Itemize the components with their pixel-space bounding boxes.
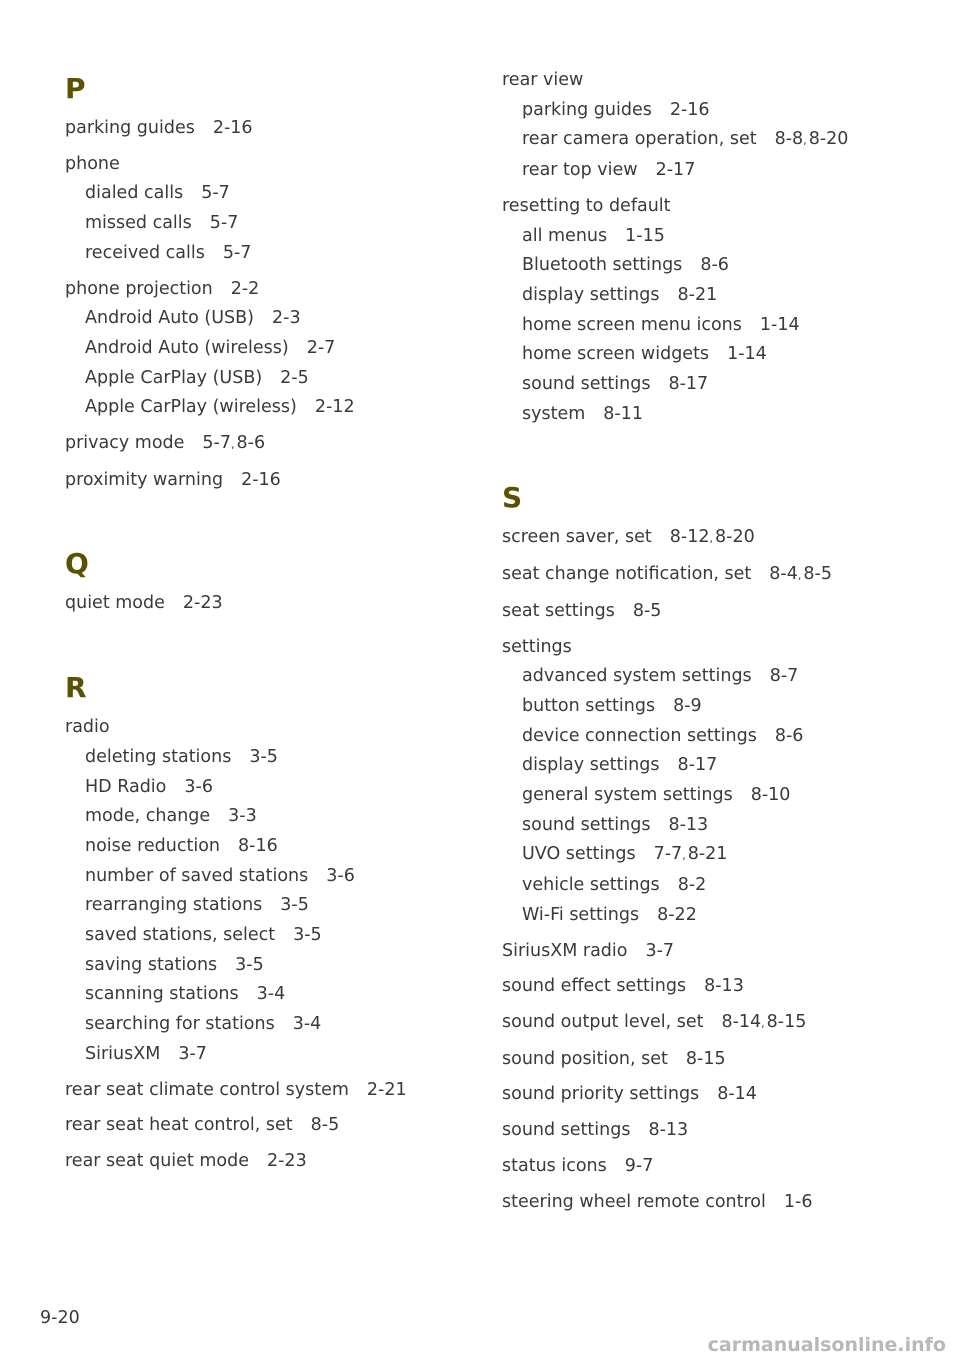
section-letter: Q bbox=[65, 547, 89, 581]
index-term: missed calls bbox=[85, 213, 192, 234]
index-subentry bbox=[502, 340, 922, 370]
index-term: status icons bbox=[502, 1155, 607, 1176]
index-entry bbox=[502, 937, 922, 967]
index-term-line bbox=[65, 1111, 465, 1141]
page-reference: 8-14 bbox=[717, 1084, 757, 1105]
page-reference: 2-17 bbox=[655, 160, 696, 181]
index-entry bbox=[65, 114, 465, 144]
index-subentry bbox=[502, 811, 922, 841]
page-reference: 8-13 bbox=[648, 1120, 689, 1141]
index-term: rear top view bbox=[522, 160, 638, 181]
index-entry bbox=[65, 1076, 465, 1106]
section-spacer bbox=[502, 435, 922, 475]
index-term-line bbox=[502, 1152, 922, 1182]
index-subentry bbox=[502, 125, 922, 156]
index-entry bbox=[502, 560, 922, 591]
index-term: privacy mode bbox=[65, 433, 185, 454]
page-reference: 3-6 bbox=[184, 776, 213, 797]
index-entry bbox=[502, 1080, 922, 1110]
index-subentry bbox=[502, 840, 922, 871]
index-column-left bbox=[65, 66, 465, 1183]
index-subentry bbox=[502, 751, 922, 781]
index-term: Wi-Fi settings bbox=[522, 904, 640, 925]
page-reference: 8-13 bbox=[668, 814, 709, 835]
index-entry bbox=[65, 275, 465, 424]
index-term-line bbox=[502, 1008, 922, 1039]
page-separator: , bbox=[709, 532, 713, 546]
page-reference: 3-4 bbox=[292, 1014, 322, 1035]
page-reference: 8-21 bbox=[687, 844, 728, 865]
index-term: steering wheel remote control bbox=[502, 1191, 766, 1212]
index-subentry bbox=[502, 400, 922, 430]
index-term: phone bbox=[65, 153, 120, 174]
index-term-line bbox=[502, 1045, 922, 1075]
page-reference: 1-14 bbox=[727, 344, 767, 365]
section-letter: R bbox=[65, 671, 87, 705]
index-term: resetting to default bbox=[502, 195, 671, 216]
index-term: Apple CarPlay (wireless) bbox=[85, 397, 297, 418]
page-reference: 8-20 bbox=[808, 129, 849, 150]
section-letter: S bbox=[502, 481, 523, 515]
page-reference: 8-10 bbox=[750, 785, 791, 806]
index-term-line bbox=[65, 150, 465, 180]
index-entry bbox=[65, 1147, 465, 1177]
index-term-line bbox=[502, 1116, 922, 1146]
page-reference: 8-17 bbox=[677, 755, 718, 776]
page-reference: 8-5 bbox=[310, 1115, 340, 1136]
page-reference: 3-5 bbox=[280, 895, 309, 916]
index-term: rear view bbox=[502, 70, 584, 90]
page-reference: 8-11 bbox=[603, 403, 643, 424]
index-term: settings bbox=[502, 636, 572, 657]
index-entry bbox=[65, 466, 465, 496]
index-entry bbox=[502, 633, 922, 931]
page-reference: 8-16 bbox=[238, 835, 278, 856]
index-term: button settings bbox=[522, 695, 656, 716]
index-entry bbox=[65, 713, 465, 1069]
index-entry bbox=[502, 1188, 922, 1218]
index-term: sound settings bbox=[522, 814, 651, 835]
index-entry bbox=[502, 1045, 922, 1075]
index-subentry bbox=[502, 901, 922, 931]
index-entry bbox=[502, 192, 922, 430]
index-term-line bbox=[502, 523, 922, 554]
index-subentry bbox=[65, 1040, 465, 1070]
index-term: sound effect settings bbox=[502, 976, 687, 997]
index-term: searching for stations bbox=[85, 1014, 275, 1035]
index-term-line bbox=[65, 429, 465, 460]
page-reference: 3-7 bbox=[645, 940, 675, 961]
page-reference: 8-21 bbox=[677, 284, 718, 305]
index-subentry bbox=[65, 743, 465, 773]
index-subentry bbox=[502, 781, 922, 811]
index-term: home screen menu icons bbox=[522, 314, 742, 335]
index-subentry bbox=[502, 370, 922, 400]
page-reference: 9-7 bbox=[624, 1155, 654, 1176]
index-subentry bbox=[65, 921, 465, 951]
index-term: rear seat climate control system bbox=[65, 1079, 349, 1100]
index-term: Bluetooth settings bbox=[522, 255, 683, 276]
index-subentry bbox=[502, 281, 922, 311]
page-reference: 1-14 bbox=[759, 314, 800, 335]
index-subentry bbox=[65, 364, 465, 394]
page-reference: 8-12 bbox=[669, 527, 710, 548]
index-term: proximity warning bbox=[65, 469, 224, 490]
index-entry bbox=[502, 66, 922, 186]
page-separator: , bbox=[682, 849, 686, 863]
page-reference: 8-6 bbox=[774, 725, 804, 746]
index-term: saving stations bbox=[85, 954, 218, 975]
index-term: parking guides bbox=[522, 99, 652, 120]
page-reference: 3-3 bbox=[228, 806, 257, 827]
page-reference: 5-7 bbox=[201, 183, 230, 204]
section-spacer bbox=[65, 501, 465, 541]
index-term-line bbox=[65, 275, 465, 305]
index-subentry bbox=[65, 802, 465, 832]
index-subentry bbox=[502, 871, 922, 901]
index-term: Android Auto (wireless) bbox=[85, 337, 289, 358]
index-term-line bbox=[502, 1188, 922, 1218]
index-subentry bbox=[65, 1010, 465, 1040]
index-term: mode, change bbox=[85, 806, 211, 827]
page-reference: 8-20 bbox=[715, 527, 755, 548]
page-reference: 8-5 bbox=[632, 600, 662, 621]
index-subentry bbox=[502, 692, 922, 722]
page-reference: 8-15 bbox=[766, 1011, 807, 1032]
page-reference: 5-7 bbox=[209, 213, 239, 234]
page-reference: 8-6 bbox=[236, 433, 266, 454]
index-term: rear seat heat control, set bbox=[65, 1115, 293, 1136]
index-term: display settings bbox=[522, 284, 660, 305]
page-reference: 5-7 bbox=[202, 433, 232, 454]
index-term: deleting stations bbox=[85, 746, 232, 767]
index-entry bbox=[502, 597, 922, 627]
page-reference: 2-21 bbox=[366, 1079, 407, 1100]
page-reference: 2-12 bbox=[314, 397, 355, 418]
index-subentry bbox=[65, 209, 465, 239]
page-reference: 8-8 bbox=[774, 129, 804, 150]
page-reference: 8-7 bbox=[769, 666, 799, 687]
page-reference: 2-16 bbox=[241, 469, 281, 490]
index-subentry bbox=[65, 179, 465, 209]
index-entry bbox=[65, 589, 465, 619]
index-term: quiet mode bbox=[65, 593, 165, 614]
index-term: advanced system settings bbox=[522, 666, 752, 687]
index-term: sound settings bbox=[502, 1120, 631, 1141]
page-reference: 1-6 bbox=[783, 1191, 813, 1212]
index-subentry bbox=[65, 334, 465, 364]
index-term-line bbox=[65, 589, 465, 619]
index-term-line bbox=[65, 1076, 465, 1106]
page-separator: , bbox=[797, 569, 802, 583]
page-separator: , bbox=[761, 1016, 765, 1030]
page-reference: 8-13 bbox=[704, 976, 744, 997]
index-subentry bbox=[65, 304, 465, 334]
index-term: parking guides bbox=[65, 118, 195, 138]
index-subentry bbox=[502, 722, 922, 752]
index-term-line bbox=[502, 937, 922, 967]
page-reference: 8-15 bbox=[685, 1048, 726, 1069]
page-reference: 3-5 bbox=[293, 925, 322, 946]
index-entry bbox=[502, 1008, 922, 1039]
section-letter: P bbox=[65, 72, 86, 105]
index-term-line bbox=[502, 597, 922, 627]
index-term-line bbox=[502, 972, 922, 1002]
index-term: received calls bbox=[85, 242, 205, 263]
index-term-line bbox=[502, 192, 922, 222]
index-term-line bbox=[65, 466, 465, 496]
watermark: carmanualsonline.info bbox=[707, 1334, 946, 1356]
index-term: home screen widgets bbox=[522, 344, 710, 365]
page-reference: 2-2 bbox=[230, 278, 260, 299]
index-term: sound position, set bbox=[502, 1048, 668, 1069]
index-entry bbox=[65, 1111, 465, 1141]
index-subentry bbox=[65, 980, 465, 1010]
index-subentry bbox=[502, 311, 922, 341]
index-term: seat change notification, set bbox=[502, 564, 752, 585]
page-reference: 2-16 bbox=[669, 99, 710, 120]
index-subentry bbox=[65, 393, 465, 423]
page-reference: 8-5 bbox=[803, 564, 832, 585]
index-term: display settings bbox=[522, 755, 660, 776]
page-reference: 2-5 bbox=[280, 367, 309, 388]
index-entry bbox=[65, 429, 465, 460]
index-term: SiriusXM bbox=[85, 1043, 161, 1064]
index-entry bbox=[502, 1116, 922, 1146]
index-subentry bbox=[502, 662, 922, 692]
page-reference: 8-14 bbox=[721, 1011, 762, 1032]
page-reference: 8-22 bbox=[657, 904, 697, 925]
index-term-line bbox=[65, 114, 465, 144]
index-term: sound settings bbox=[522, 374, 651, 395]
index-term: saved stations, select bbox=[85, 925, 276, 946]
page-reference: 2-23 bbox=[182, 593, 223, 614]
index-subentry bbox=[65, 239, 465, 269]
index-entry bbox=[502, 1152, 922, 1182]
index-term: rear seat quiet mode bbox=[65, 1150, 249, 1171]
index-term: scanning stations bbox=[85, 984, 239, 1005]
index-entry bbox=[502, 972, 922, 1002]
page-separator: , bbox=[231, 438, 235, 452]
index-term: Android Auto (USB) bbox=[85, 308, 254, 329]
index-column-right bbox=[502, 66, 922, 1223]
index-term: rearranging stations bbox=[85, 895, 263, 916]
index-term: radio bbox=[65, 717, 110, 738]
page-reference: 8-2 bbox=[677, 875, 707, 896]
index-term: rear camera operation, set bbox=[522, 129, 757, 150]
index-term: all menus bbox=[522, 225, 608, 246]
page-reference: 8-4 bbox=[769, 564, 798, 585]
index-term-line bbox=[502, 66, 922, 96]
index-term: vehicle settings bbox=[522, 875, 660, 896]
index-term: screen saver, set bbox=[502, 527, 652, 548]
page-reference: 1-15 bbox=[625, 225, 665, 246]
index-term: phone projection bbox=[65, 278, 213, 299]
index-term-line bbox=[502, 1080, 922, 1110]
index-subentry bbox=[65, 862, 465, 892]
index-term: system bbox=[522, 403, 586, 424]
index-term: UVO settings bbox=[522, 844, 636, 865]
index-term: dialed calls bbox=[85, 183, 184, 204]
index-term-line bbox=[65, 713, 465, 743]
index-subentry bbox=[65, 832, 465, 862]
index-subentry bbox=[65, 891, 465, 921]
index-term: Apple CarPlay (USB) bbox=[85, 367, 263, 388]
index-term-line bbox=[502, 633, 922, 663]
page-reference: 2-3 bbox=[272, 308, 301, 329]
index-term: HD Radio bbox=[85, 776, 167, 797]
index-term: sound priority settings bbox=[502, 1084, 700, 1105]
index-term: sound output level, set bbox=[502, 1011, 704, 1032]
index-subentry bbox=[502, 222, 922, 252]
index-term: seat settings bbox=[502, 600, 615, 621]
page-reference: 5-7 bbox=[222, 242, 252, 263]
page-reference: 3-6 bbox=[326, 865, 355, 886]
index-term-line bbox=[502, 560, 922, 591]
page-reference: 3-4 bbox=[256, 984, 286, 1005]
page-separator: , bbox=[803, 134, 807, 148]
page-reference: 2-23 bbox=[266, 1150, 307, 1171]
index-term: device connection settings bbox=[522, 725, 757, 746]
page-reference: 2-7 bbox=[306, 337, 336, 358]
index-term: general system settings bbox=[522, 785, 733, 806]
page-reference: 3-7 bbox=[178, 1043, 207, 1064]
section-spacer bbox=[65, 625, 465, 665]
index-subentry bbox=[502, 96, 922, 126]
index-term: SiriusXM radio bbox=[502, 940, 628, 961]
page-reference: 8-9 bbox=[673, 695, 702, 716]
page-number: 9-20 bbox=[40, 1308, 80, 1328]
index-subentry bbox=[65, 773, 465, 803]
index-subentry bbox=[502, 251, 922, 281]
index-term: noise reduction bbox=[85, 835, 221, 856]
index-subentry bbox=[65, 951, 465, 981]
page-reference: 3-5 bbox=[249, 746, 278, 767]
index-subentry bbox=[502, 156, 922, 186]
index-term: number of saved stations bbox=[85, 865, 309, 886]
page-reference: 2-16 bbox=[212, 118, 253, 138]
page-reference: 8-6 bbox=[700, 255, 729, 276]
page-reference: 7-7 bbox=[653, 844, 683, 865]
index-entry bbox=[502, 523, 922, 554]
index-term-line bbox=[65, 1147, 465, 1177]
page-reference: 3-5 bbox=[235, 954, 264, 975]
index-entry bbox=[65, 150, 465, 269]
page-reference: 8-17 bbox=[668, 374, 709, 395]
